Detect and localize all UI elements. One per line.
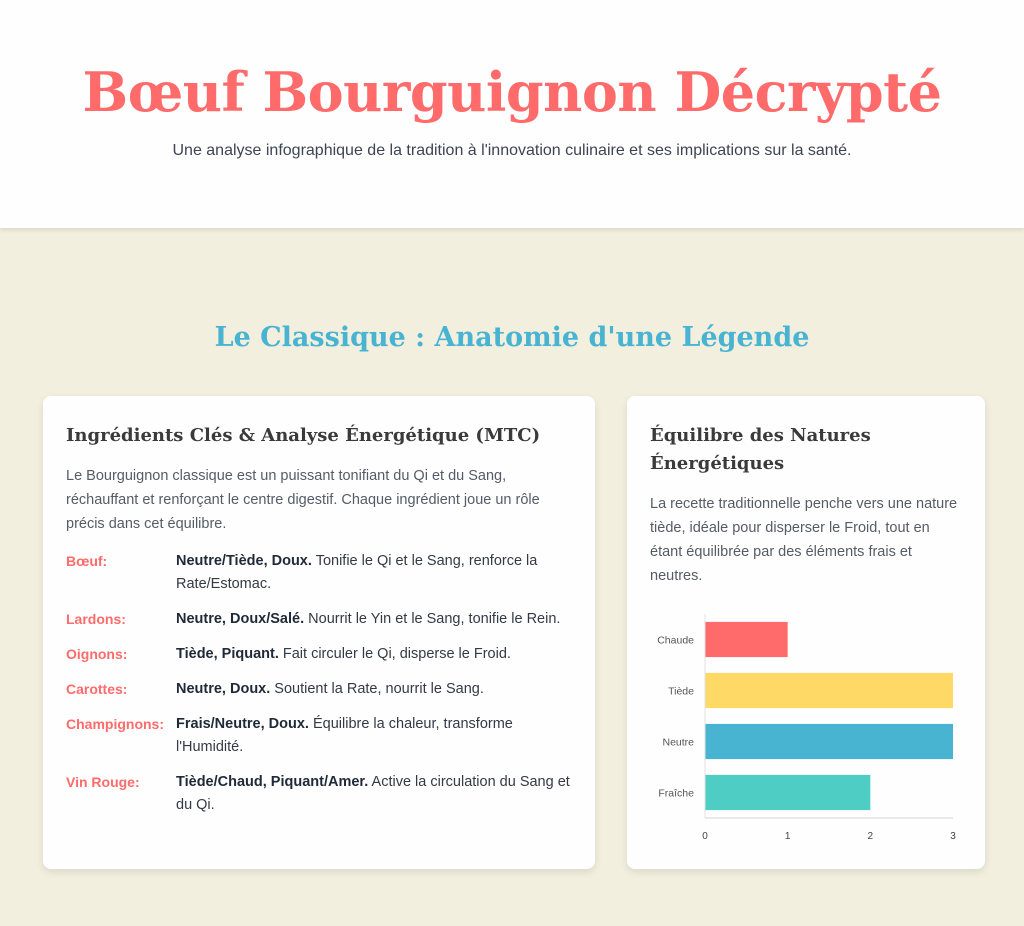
ingredient-text: Active la circulation du Sang et du Qi. [176,774,570,813]
y-tick-label: Tiède [668,685,694,698]
ingredient-row [66,550,572,596]
ingredient-description [176,643,572,666]
x-tick-label: 0 [702,831,708,842]
ingredient-name: Lardons: [66,611,126,627]
y-tick-label: Neutre [662,736,694,749]
ingredient-description [176,550,572,596]
ingredient-row [66,713,572,759]
ingredient-nature: Tiède, Piquant. [176,646,279,662]
ingredient-name: Champignons: [66,716,164,732]
bar-3 [705,775,870,810]
ingredient-description [176,608,572,631]
page-title: Bœuf Bourguignon Décrypté [82,60,942,124]
ingredient-list [66,550,572,817]
x-tick-label: 1 [784,831,791,842]
ingredient-text: Nourrit le Yin et le Sang, tonifie le Rein. [308,611,561,627]
ingredients-card-intro: Le Bourguignon classique est un puissant tonifiant du Qi et du Sang, réchauffant et renforçant le centre digestif. Chaque ingrédient joue un rôle précis dans cet équilibre. [66,468,540,532]
bar-1 [705,673,953,708]
page-subtitle: Une analyse infographique de la tradition à l'innovation culinaire et ses implications sur la santé. [172,142,852,159]
ingredient-row [66,608,572,631]
ingredient-row [66,643,572,666]
ingredient-text: Équilibre la chaleur, transforme l'Humidité. [176,716,513,755]
balance-card-intro: La recette traditionnelle penche vers une nature tiède, idéale pour disperser le Froid, tout en étant équilibrée par des éléments frais et neutres. [650,496,958,584]
ingredient-description [176,713,572,759]
hero-header [0,0,1024,228]
ingredient-nature: Neutre, Doux. [176,681,271,697]
ingredient-description [176,771,572,817]
nature-bar-chart-svg [650,608,962,848]
bar-0 [705,622,788,657]
ingredient-nature: Frais/Neutre, Doux. [176,716,309,732]
y-tick-label: Fraîche [658,787,694,800]
ingredient-name: Bœuf: [66,553,108,569]
ingredient-text: Soutient la Rate, nourrit le Sang. [274,681,484,697]
ingredient-nature: Neutre/Tiède, Doux. [176,553,312,569]
ingredients-card-title: Ingrédients Clés & Analyse Énergétique (MTC) [66,425,541,446]
y-tick-label: Chaude [657,634,694,647]
x-tick-label: 2 [867,831,874,842]
ingredient-name: Oignons: [66,646,128,662]
ingredient-name: Vin Rouge: [66,774,140,790]
section-title: Le Classique : Anatomie d'une Légende [214,322,810,353]
ingredient-nature: Tiède/Chaud, Piquant/Amer. [176,774,369,790]
ingredient-row [66,771,572,817]
ingredient-row [66,678,572,701]
ingredients-card [43,396,595,869]
bar-2 [705,724,953,759]
ingredient-name: Carottes: [66,681,128,697]
balance-card [627,396,985,869]
ingredient-text: Fait circuler le Qi, disperse le Froid. [282,646,511,662]
balance-card-title: Équilibre des Natures Énergétiques [650,425,871,474]
ingredient-nature: Neutre, Doux/Salé. [176,611,305,627]
ingredient-description [176,678,572,701]
ingredient-text: Tonifie le Qi et le Sang, renforce la Rate/Estomac. [176,553,538,592]
nature-balance-chart [650,608,962,848]
x-tick-label: 3 [950,831,956,842]
